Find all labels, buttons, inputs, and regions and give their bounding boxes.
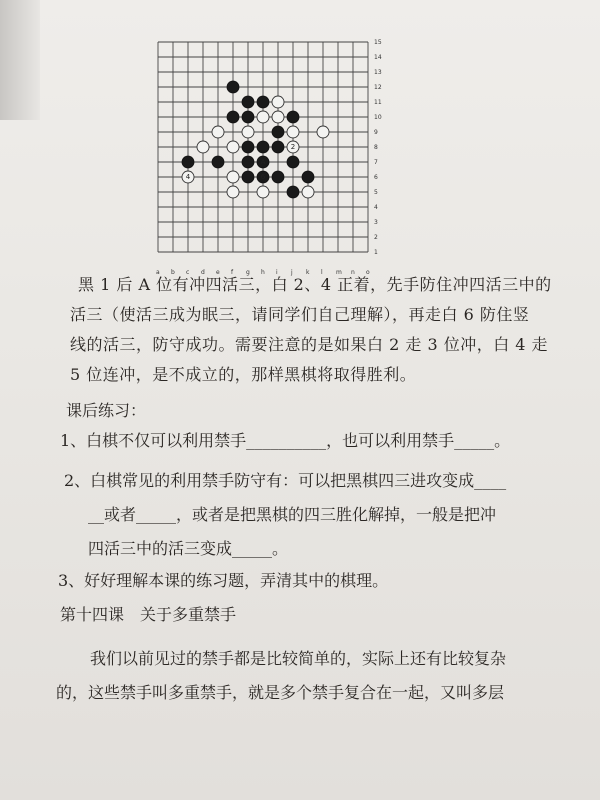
- exercise-item-1: 1、白棋不仅可以利用禁手__________，也可以利用禁手_____。: [60, 431, 511, 450]
- row-label: 1: [374, 249, 378, 256]
- column-label: c: [186, 269, 190, 276]
- white-stone: [257, 186, 269, 198]
- column-label: g: [246, 269, 250, 276]
- black-stone: [242, 111, 254, 123]
- white-stone: [227, 141, 239, 153]
- row-label: 13: [374, 69, 382, 76]
- row-label: 5: [374, 189, 378, 196]
- column-label: d: [201, 269, 205, 276]
- row-label: 10: [374, 114, 382, 121]
- paragraph-line: 线的活三，防守成功。需要注意的是如果白 2 走 3 位冲，白 4 走: [70, 335, 549, 354]
- white-stone: [272, 96, 284, 108]
- previous-page-edge: [0, 0, 40, 120]
- white-stone: [257, 111, 269, 123]
- column-label: b: [171, 269, 175, 276]
- black-stone: [242, 96, 254, 108]
- exercise-line: __或者_____，或者是把黑棋的四三胜化解掉，一般是把冲: [88, 505, 497, 524]
- black-stone: [272, 126, 284, 138]
- exercise-line: 2、白棋常见的利用禁手防守有：可以把黑棋四三进攻变成____: [64, 471, 507, 490]
- explanation-paragraph: [48, 270, 552, 390]
- paragraph-line: 我们以前见过的禁手都是比较简单的，实际上还有比较复杂: [90, 649, 507, 668]
- white-stone: [272, 111, 284, 123]
- column-label: f: [231, 269, 234, 276]
- row-label: 3: [374, 219, 378, 226]
- row-label: 14: [374, 54, 382, 61]
- white-stone: [302, 186, 314, 198]
- row-label: 4: [374, 204, 378, 211]
- column-label: e: [216, 269, 220, 276]
- white-stone: [242, 126, 254, 138]
- row-label: 12: [374, 84, 382, 91]
- black-stone: [242, 171, 254, 183]
- exercise-title: 课后练习：: [66, 401, 147, 420]
- black-stone: [182, 156, 194, 168]
- white-stone: [212, 126, 224, 138]
- black-stone: [272, 141, 284, 153]
- lesson-heading: 第十四课 关于多重禁手: [60, 605, 237, 624]
- lesson-paragraph: [56, 642, 556, 710]
- board-mark-label: A: [260, 158, 266, 166]
- black-stone: [212, 156, 224, 168]
- column-label: k: [306, 269, 310, 276]
- column-label: h: [261, 269, 265, 276]
- black-stone: [257, 141, 269, 153]
- column-label: l: [321, 269, 323, 276]
- gomoku-board-diagram: [130, 30, 400, 276]
- row-label: 15: [374, 39, 382, 46]
- column-label: a: [156, 269, 160, 276]
- white-stone: [227, 186, 239, 198]
- row-label: 6: [374, 174, 378, 181]
- column-label: n: [351, 269, 355, 276]
- row-label: 9: [374, 129, 378, 136]
- black-stone: [227, 111, 239, 123]
- row-label: 2: [374, 234, 378, 241]
- white-stone: [287, 126, 299, 138]
- board-mark-label: 6: [260, 173, 266, 181]
- black-stone: [227, 81, 239, 93]
- row-label: 11: [374, 99, 382, 106]
- black-stone: [287, 111, 299, 123]
- board-mark-label: 4: [185, 173, 191, 181]
- exercise-line: 四活三中的活三变成_____。: [88, 539, 289, 558]
- black-stone: [287, 186, 299, 198]
- exercise-item-2: [64, 464, 534, 566]
- board-mark-label: 2: [290, 143, 296, 151]
- white-stone: [227, 171, 239, 183]
- column-label: m: [336, 269, 342, 276]
- black-stone: [287, 156, 299, 168]
- black-stone: [302, 171, 314, 183]
- black-stone: [257, 96, 269, 108]
- column-label: o: [366, 269, 370, 276]
- column-label: i: [276, 269, 278, 276]
- black-stone: [242, 156, 254, 168]
- paragraph-line: 活三（使活三成为眠三，请同学们自己理解），再走白 6 防住竖: [70, 305, 530, 324]
- exercise-item-3: 3、好好理解本课的练习题，弄清其中的棋理。: [58, 571, 389, 590]
- row-label: 7: [374, 159, 378, 166]
- white-stone: [317, 126, 329, 138]
- black-stone: [272, 171, 284, 183]
- paragraph-line: 5 位连冲，是不成立的，那样黑棋将取得胜利。: [70, 365, 417, 384]
- row-label: 8: [374, 144, 378, 151]
- black-stone: [242, 141, 254, 153]
- paragraph-line: 的，这些禁手叫多重禁手，就是多个禁手复合在一起，又叫多层: [56, 683, 505, 702]
- column-label: j: [291, 269, 293, 276]
- paragraph-line: 黑 1 后 A 位有冲四活三，白 2、4 正着，先手防住冲四活三中的: [78, 275, 552, 294]
- white-stone: [197, 141, 209, 153]
- board-svg: [130, 30, 400, 276]
